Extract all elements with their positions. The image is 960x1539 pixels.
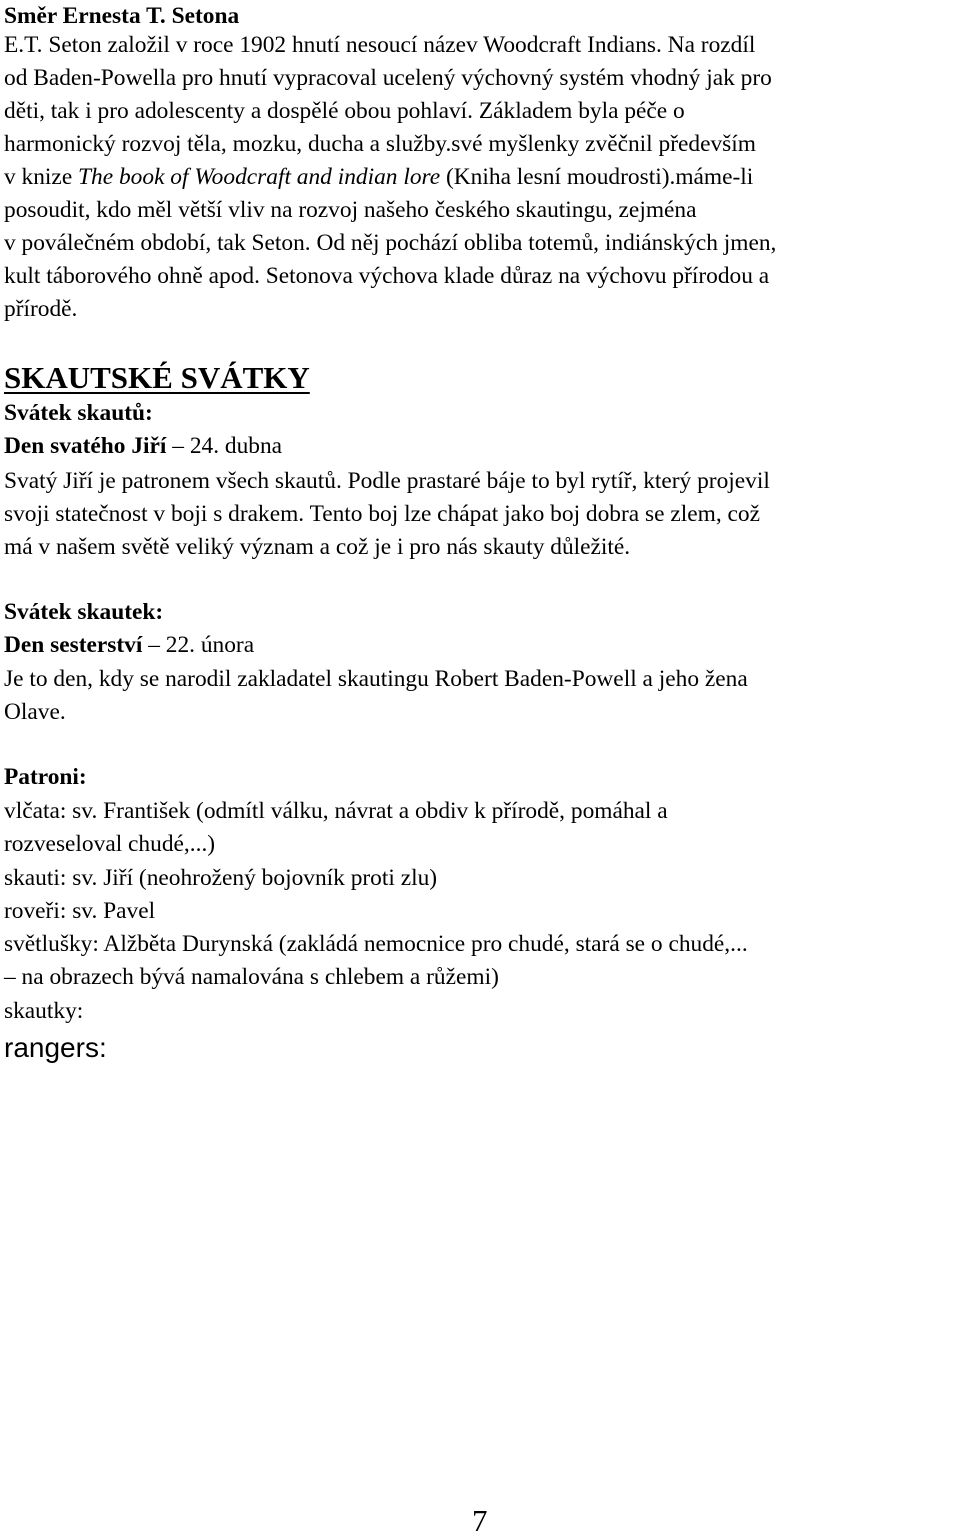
- patroni-heading: Patroni:: [4, 764, 87, 790]
- skautky-heading: Svátek skautek:: [4, 599, 164, 625]
- patroni-line-1: vlčata: sv. František (odmítl válku, návrat a obdiv k přírodě, pomáhal a: [4, 798, 668, 824]
- patroni-line-7: skautky:: [4, 998, 84, 1024]
- skauti-day-date: – 24. dubna: [166, 433, 283, 459]
- patroni-line-6: – na obrazech bývá namalována s chlebem a růžemi): [4, 964, 499, 990]
- seton-line-7: v poválečném období, tak Seton. Od něj pochází obliba totemů, indiánských jmen,: [4, 230, 777, 256]
- seton-line-2: od Baden-Powella pro hnutí vypracoval ucelený výchovný systém vhodný jak pro: [4, 65, 772, 91]
- seton-line-3: děti, tak i pro adolescenty a dospělé obou pohlaví. Základem byla péče o: [4, 98, 685, 124]
- page-number: 7: [472, 1503, 488, 1538]
- seton-line-9: přírodě.: [4, 296, 78, 322]
- seton-line-5-start: v knize: [4, 164, 79, 190]
- seton-line-4: harmonický rozvoj těla, mozku, ducha a služby.své myšlenky zvěčnil především: [4, 131, 756, 157]
- patroni-line-8: rangers:: [4, 1032, 107, 1063]
- seton-line-1: E.T. Seton založil v roce 1902 hnutí nesoucí název Woodcraft Indians. Na rozdíl: [4, 32, 756, 58]
- skauti-day: [4, 430, 282, 463]
- skautky-day: [4, 629, 254, 662]
- skauti-heading: Svátek skautů:: [4, 400, 153, 426]
- skauti-line-1: Svatý Jiří je patronem všech skautů. Podle prastaré báje to byl rytíř, který projevil: [4, 468, 770, 494]
- seton-line-8: kult táborového ohně apod. Setonova výchova klade důraz na výchovu přírodou a: [4, 263, 770, 289]
- skauti-line-2: svoji statečnost v boji s drakem. Tento boj lze chápat jako boj dobra se zlem, což: [4, 501, 760, 527]
- section-title: SKAUTSKÉ SVÁTKY: [4, 360, 310, 395]
- skauti-day-name: Den svatého Jiří: [4, 433, 167, 459]
- seton-line-5: [4, 161, 753, 194]
- skautky-line-1: Je to den, kdy se narodil zakladatel skautingu Robert Baden-Powell a jeho žena: [4, 666, 748, 692]
- skautky-day-name: Den sesterství: [4, 632, 143, 658]
- patroni-line-5: světlušky: Alžběta Durynská (zakládá nemocnice pro chudé, stará se o chudé,...: [4, 931, 748, 957]
- skautky-day-date: – 22. února: [142, 632, 255, 658]
- skautky-line-2: Olave.: [4, 699, 66, 725]
- seton-line-6: posoudit, kdo měl větší vliv na rozvoj našeho českého skautingu, zejména: [4, 197, 697, 223]
- patroni-line-3: skauti: sv. Jiří (neohrožený bojovník proti zlu): [4, 865, 438, 891]
- book-title: The book of Woodcraft and indian lore: [78, 164, 441, 190]
- seton-heading: Směr Ernesta T. Setona: [4, 3, 240, 29]
- patroni-line-4: roveři: sv. Pavel: [4, 898, 156, 924]
- patroni-line-2: rozveseloval chudé,...): [4, 831, 216, 857]
- seton-line-5-end: (Kniha lesní moudrosti).máme-li: [440, 164, 754, 190]
- skauti-line-3: má v našem světě veliký význam a což je i pro nás skauty důležité.: [4, 534, 631, 560]
